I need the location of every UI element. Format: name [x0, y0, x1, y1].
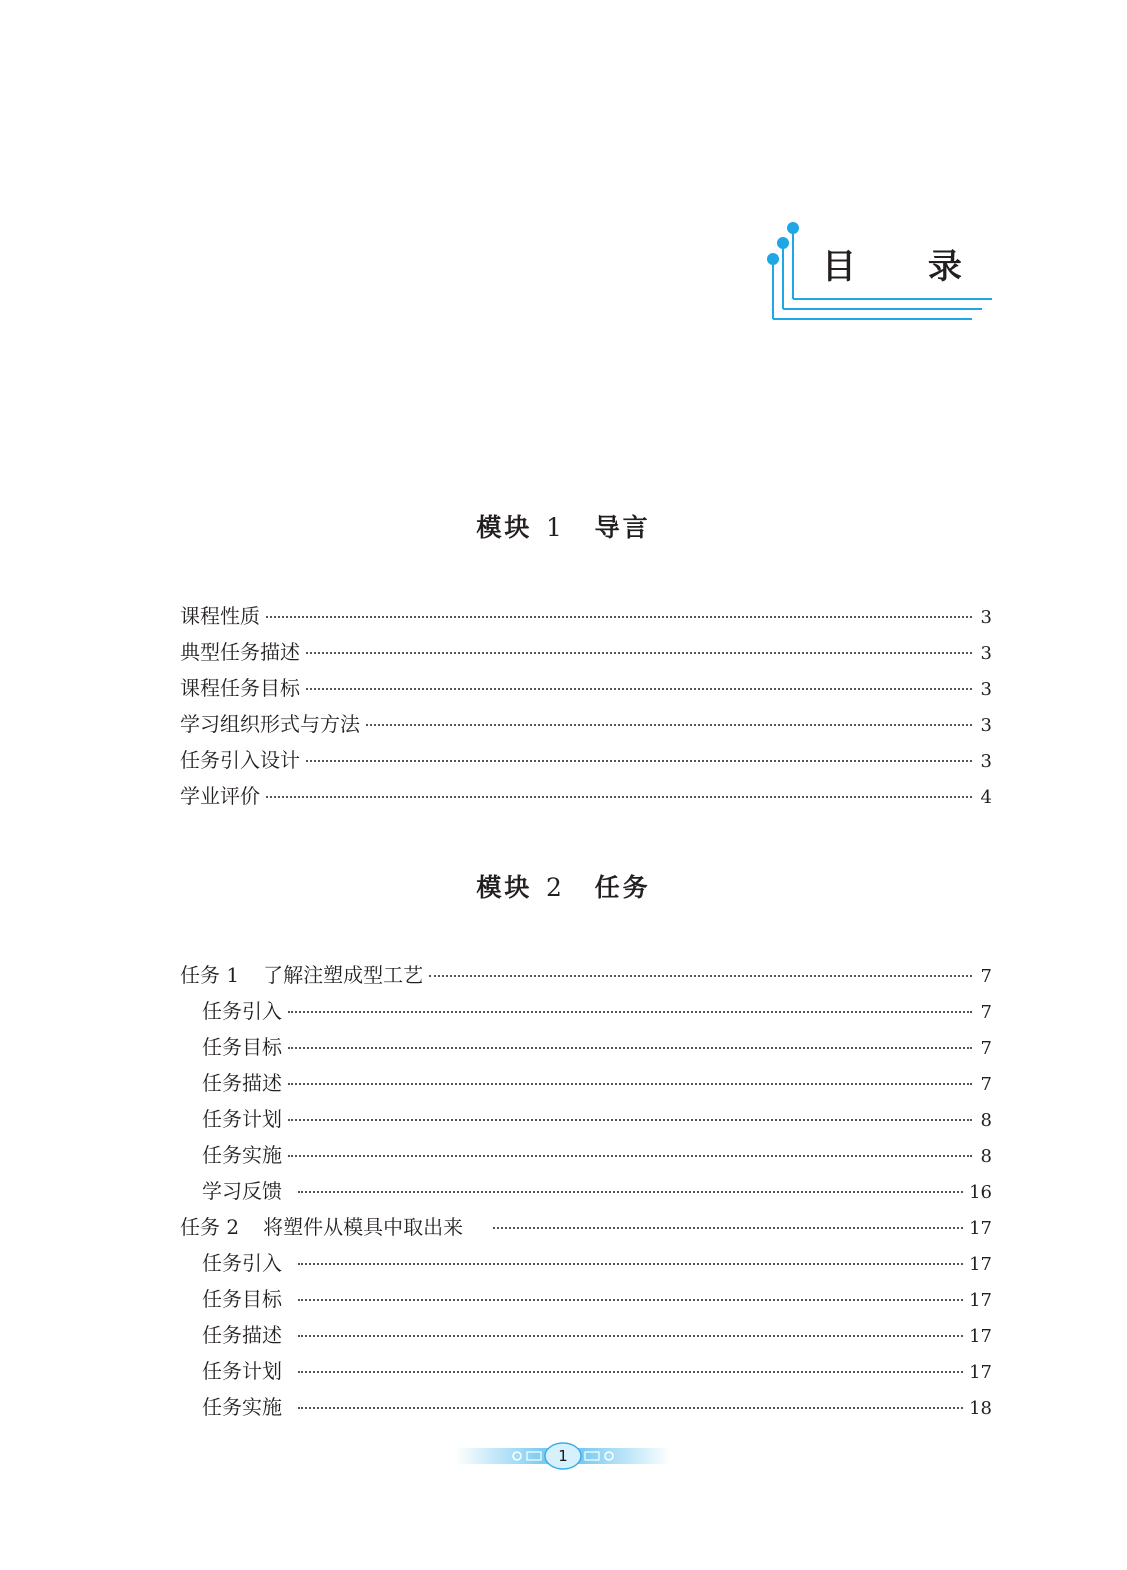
toc-entry[interactable]	[180, 778, 992, 814]
toc-entry-title: 任务计划	[202, 1107, 282, 1131]
toc-entry-page: 3	[980, 715, 992, 736]
leader-dots	[266, 796, 972, 798]
leader-dots	[266, 616, 972, 618]
leader-dots	[366, 724, 972, 726]
leader-dots	[298, 1263, 963, 1265]
toc-entry[interactable]	[180, 1245, 992, 1281]
leader-dots	[288, 1047, 972, 1049]
toc-entry[interactable]	[180, 1137, 992, 1173]
page-title: 目 录	[822, 247, 992, 287]
module-number: 1	[546, 513, 565, 542]
toc-entry[interactable]	[180, 598, 992, 634]
toc-entry-title: 任务描述	[202, 1323, 282, 1347]
toc-entry-title: 学习反馈	[202, 1179, 282, 1203]
toc-entry[interactable]	[180, 993, 992, 1029]
leader-dots	[298, 1191, 963, 1193]
toc-entry-title: 任务引入	[202, 999, 282, 1023]
leader-dots	[306, 652, 972, 654]
toc-entry-page: 18	[969, 1398, 992, 1419]
toc-entry-title: 典型任务描述	[180, 640, 300, 664]
toc-entry-title: 课程性质	[180, 604, 260, 628]
module-label: 模块	[476, 873, 533, 902]
module-number: 2	[546, 873, 565, 902]
leader-dots	[306, 688, 972, 690]
toc-entry-page: 3	[980, 679, 992, 700]
toc-entry-page: 3	[980, 643, 992, 664]
toc-entry-title: 任务计划	[202, 1359, 282, 1383]
toc-entry[interactable]	[180, 670, 992, 706]
toc-entry-page: 8	[980, 1110, 992, 1131]
toc-entry-title: 任务目标	[202, 1035, 282, 1059]
toc-task-entry[interactable]	[180, 1209, 992, 1245]
leader-dots	[306, 760, 972, 762]
toc-entry-page: 17	[969, 1290, 992, 1311]
toc-entry[interactable]	[180, 634, 992, 670]
module-1-heading	[0, 508, 1127, 544]
toc-entry-page: 17	[969, 1218, 992, 1239]
leader-dots	[288, 1155, 972, 1157]
toc-entry-page: 7	[980, 1002, 992, 1023]
toc-entry[interactable]	[180, 1101, 992, 1137]
toc-entry-title: 任务引入设计	[180, 748, 300, 772]
module-2-toc	[180, 957, 992, 1425]
module-1-toc	[180, 598, 992, 814]
leader-dots	[288, 1083, 972, 1085]
toc-entry[interactable]	[180, 1353, 992, 1389]
module-name: 任务	[594, 873, 651, 902]
toc-entry[interactable]	[180, 1065, 992, 1101]
toc-entry-page: 16	[969, 1182, 992, 1203]
toc-entry[interactable]	[180, 706, 992, 742]
toc-title-block	[760, 215, 1000, 330]
toc-entry-title: 任务 2	[180, 1215, 240, 1239]
leader-dots	[298, 1299, 963, 1301]
page-number: 1	[558, 1447, 568, 1465]
toc-entry-page: 7	[980, 1038, 992, 1059]
toc-entry[interactable]	[180, 1173, 992, 1209]
toc-entry-title: 任务实施	[202, 1143, 282, 1167]
toc-entry-page: 4	[980, 787, 992, 808]
toc-entry-title: 任务描述	[202, 1071, 282, 1095]
toc-entry-title: 任务引入	[202, 1251, 282, 1275]
toc-entry-title: 课程任务目标	[180, 676, 300, 700]
toc-entry-page: 7	[980, 1074, 992, 1095]
toc-entry[interactable]	[180, 1389, 992, 1425]
leader-dots	[298, 1335, 963, 1337]
toc-entry-title: 任务 1	[180, 963, 240, 987]
page-footer	[455, 1438, 671, 1474]
toc-entry-title: 任务实施	[202, 1395, 282, 1419]
toc-entry[interactable]	[180, 1281, 992, 1317]
toc-entry[interactable]	[180, 1029, 992, 1065]
toc-entry-page: 17	[969, 1326, 992, 1347]
toc-entry-title: 学习组织形式与方法	[180, 712, 360, 736]
toc-entry[interactable]	[180, 1317, 992, 1353]
toc-entry-subtitle: 了解注塑成型工艺	[263, 963, 424, 987]
module-2-heading	[0, 868, 1127, 904]
toc-entry-page: 7	[980, 966, 992, 987]
toc-task-entry[interactable]	[180, 957, 992, 993]
module-name: 导言	[594, 513, 651, 542]
toc-entry-page: 3	[980, 607, 992, 628]
leader-dots	[493, 1227, 963, 1229]
leader-dots	[298, 1407, 963, 1409]
module-label: 模块	[476, 513, 533, 542]
leader-dots	[429, 975, 972, 977]
leader-dots	[288, 1011, 972, 1013]
toc-entry-title: 学业评价	[180, 784, 260, 808]
toc-entry-page: 8	[980, 1146, 992, 1167]
toc-entry-subtitle: 将塑件从模具中取出来	[263, 1215, 464, 1239]
toc-entry-page: 17	[969, 1362, 992, 1383]
toc-entry[interactable]	[180, 742, 992, 778]
toc-entry-page: 17	[969, 1254, 992, 1275]
leader-dots	[288, 1119, 972, 1121]
toc-entry-title: 任务目标	[202, 1287, 282, 1311]
toc-entry-page: 3	[980, 751, 992, 772]
leader-dots	[298, 1371, 963, 1373]
